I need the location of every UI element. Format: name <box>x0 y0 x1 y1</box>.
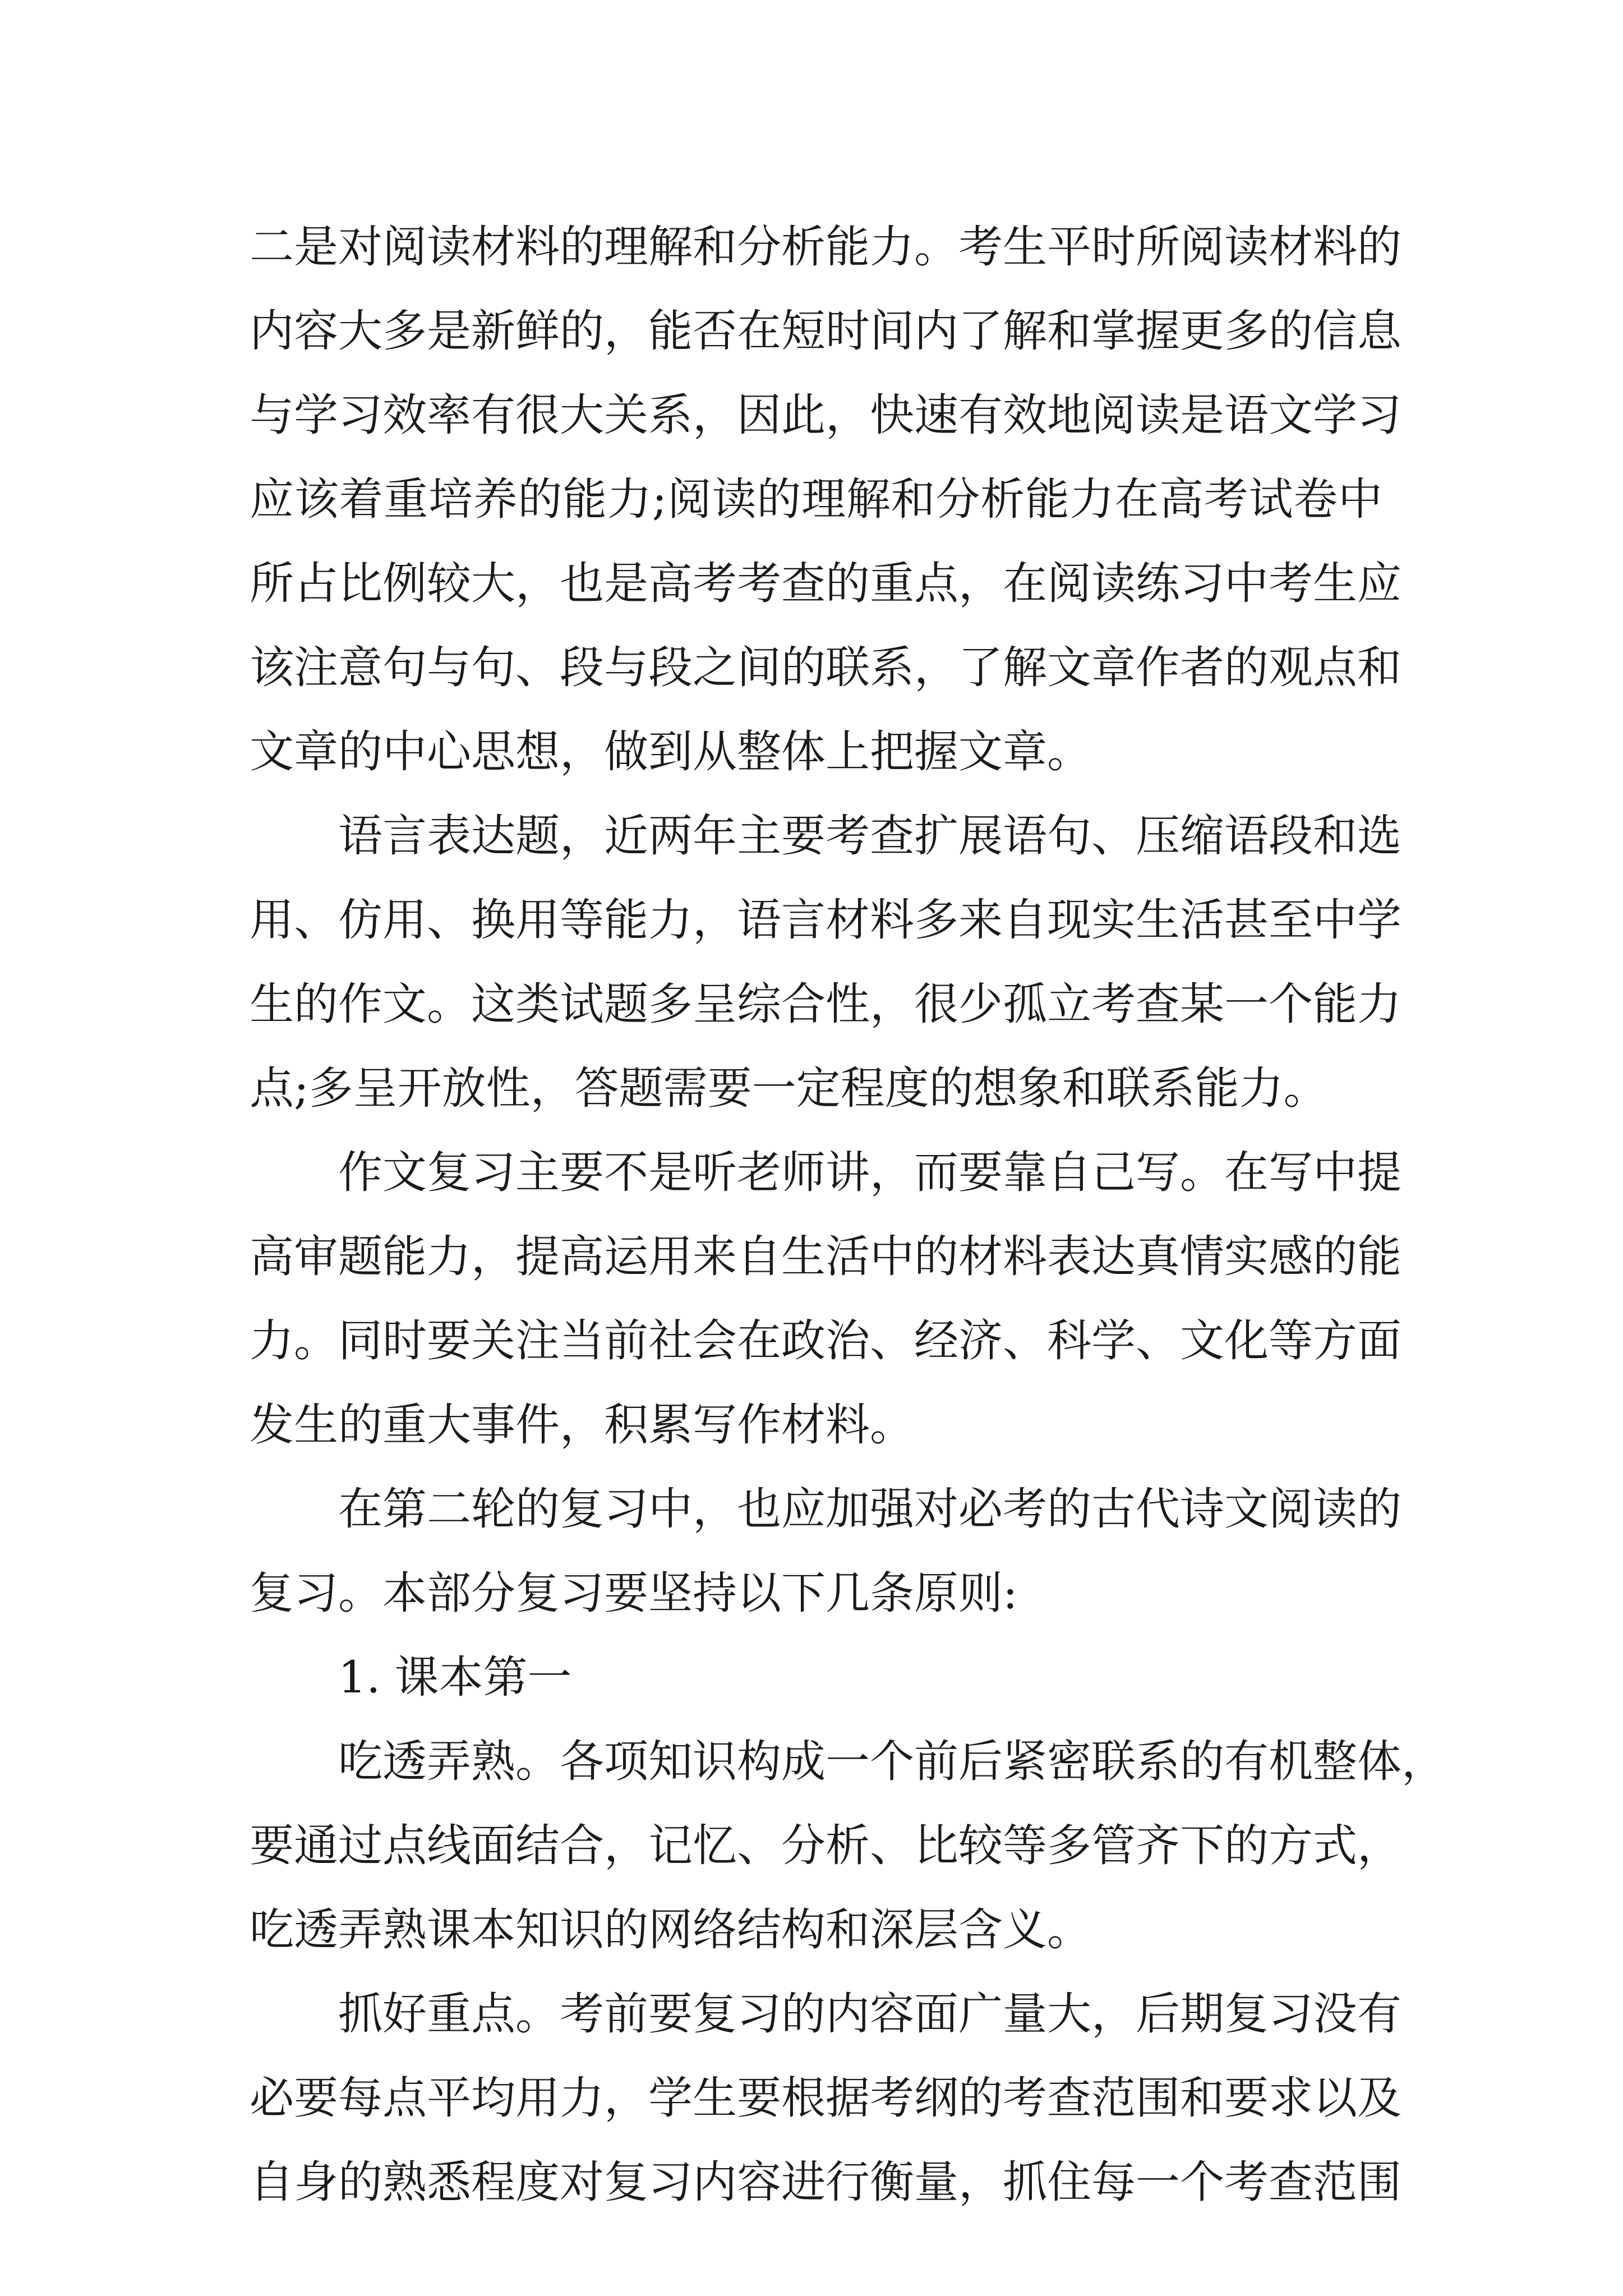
text-line: 作文复习主要不是听老师讲，而要靠自己写。在写中提 <box>338 1147 1401 1198</box>
text-line: 二是对阅读材料的理解和分析能力。考生平时所阅读材料的 <box>250 221 1401 273</box>
text-line: 抓好重点。考前要复习的内容面广量大，后期复习没有 <box>338 1988 1401 2040</box>
text-line: 高审题能力，提高运用来自生活中的材料表达真情实感的能 <box>250 1231 1401 1282</box>
text-line: 要通过点线面结合，记忆、分析、比较等多管齐下的方式， <box>250 1820 1401 1871</box>
paragraph-key-points <box>250 1972 1401 2224</box>
text-line: 复习。本部分复习要坚持以下几条原则: <box>250 1567 1018 1619</box>
text-line: 语言表达题，近两年主要考查扩展语句、压缩语段和选 <box>338 810 1401 862</box>
text-line: 文章的中心思想，做到从整体上把握文章。 <box>250 726 1091 777</box>
text-line: 必要每点平均用力，学生要根据考纲的考查范围和要求以及 <box>250 2072 1401 2124</box>
text-line: 内容大多是新鲜的，能否在短时间内了解和掌握更多的信息 <box>250 305 1401 357</box>
text-line: 点;多呈开放性，答题需要一定程度的想象和联系能力。 <box>250 1062 1328 1114</box>
text-line: 发生的重大事件，积累写作材料。 <box>250 1399 914 1451</box>
document-body <box>250 205 1446 2224</box>
text-line: 自身的熟悉程度对复习内容进行衡量，抓住每一个考查范围 <box>250 2156 1401 2208</box>
paragraph-classical-poetry <box>250 1467 1401 1635</box>
text-line: 生的作文。这类试题多呈综合性，很少孤立考查某一个能力 <box>250 978 1401 1030</box>
text-line: 用、仿用、换用等能力，语言材料多来自现实生活甚至中学 <box>250 894 1401 946</box>
text-line: 力。同时要关注当前社会在政治、经济、科学、文化等方面 <box>250 1315 1401 1366</box>
text-line: 所占比例较大，也是高考考查的重点，在阅读练习中考生应 <box>250 558 1401 609</box>
paragraph-composition <box>250 1130 1401 1467</box>
paragraph-reading-ability <box>250 205 1401 794</box>
text-line: 该注意句与句、段与段之间的联系，了解文章作者的观点和 <box>250 642 1401 693</box>
paragraph-master-thoroughly <box>250 1719 1446 1972</box>
text-line: 应该着重培养的能力;阅读的理解和分析能力在高考试卷中 <box>250 473 1382 525</box>
text-line: 在第二轮的复习中，也应加强对必考的古代诗文阅读的 <box>338 1483 1401 1535</box>
text-line: 吃透弄熟课本知识的网络结构和深层含义。 <box>250 1904 1091 1955</box>
text-line: 1. 课本第一 <box>338 1651 572 1703</box>
text-line: 吃透弄熟。各项知识构成一个前后紧密联系的有机整体， <box>338 1736 1446 1787</box>
section-heading-textbook-first <box>250 1635 1382 1719</box>
text-line: 与学习效率有很大关系，因此，快速有效地阅读是语文学习 <box>250 389 1401 441</box>
paragraph-language-expression <box>250 794 1401 1130</box>
